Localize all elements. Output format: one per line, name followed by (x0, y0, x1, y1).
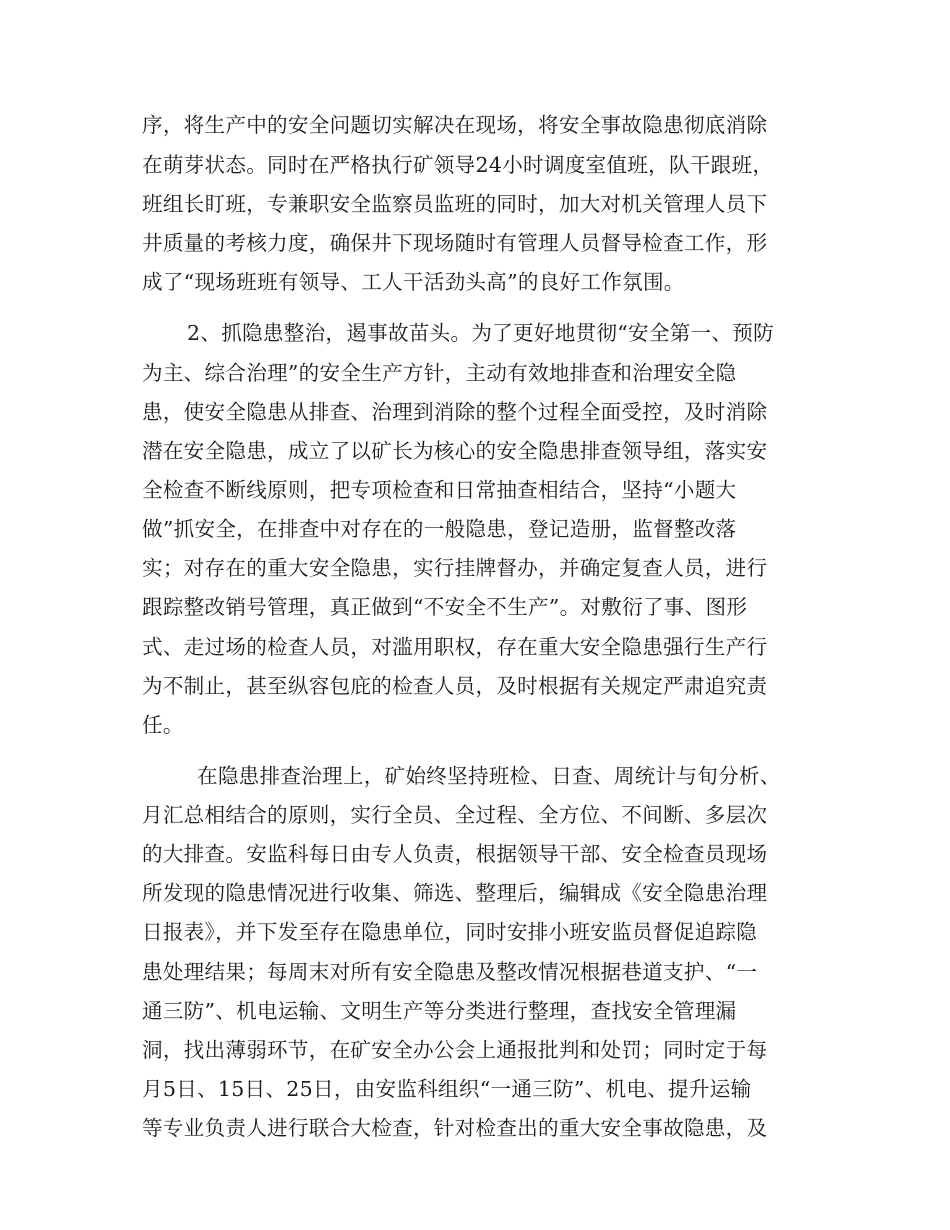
text-line: 成了“现场班班有领导、工人干活劲头高”的良好工作氛围。 (142, 270, 685, 294)
text-line: 的大排查。安监科每日由专人负责，根据领导干部、安全检查员现场 (142, 842, 768, 866)
text-line: 月汇总相结合的原则，实行全员、全过程、全方位、不间断、多层次 (142, 803, 768, 827)
text-line: 为不制止，甚至纵容包庇的检查人员，及时根据有关规定严肃追究责 (142, 674, 768, 698)
text-line: 全检查不断线原则，把专项检查和日常抽查相结合，坚持“小题大 (142, 478, 737, 502)
text-line: 日报表》，并下发至存在隐患单位，同时安排小班安监员督促追踪隐 (142, 920, 758, 944)
text-line: 式、走过场的检查人员，对滥用职权，存在重大安全隐患强行生产行 (142, 635, 768, 659)
text-line: 跟踪整改销号管理，真正做到“不安全不生产”。对敷衍了事、图形 (142, 595, 748, 619)
text-line: 患，使安全隐患从排查、治理到消除的整个过程全面受控，及时消除 (142, 400, 768, 424)
text-line: 为主、综合治理”的安全生产方针，主动有效地排查和治理安全隐 (142, 361, 737, 385)
text-line: 在萌芽状态。同时在严格执行矿领导24小时调度室值班，队干跟班， (142, 153, 774, 177)
text-line: 通三防”、机电运输、文明生产等分类进行整理，查找安全管理漏 (142, 999, 737, 1023)
text-line: 潜在安全隐患，成立了以矿长为核心的安全隐患排查领导组，落实安 (142, 439, 768, 463)
text-line: 月5日、15日、25日，由安监科组织“一通三防”、机电、提升运输 (142, 1077, 752, 1101)
text-line: 做”抓安全，在排查中对存在的一般隐患，登记造册，监督整改落 (142, 517, 737, 541)
text-line: 患处理结果；每周末对所有安全隐患及整改情况根据巷道支护、“一 (142, 960, 758, 984)
text-line: 井质量的考核力度，确保井下现场随时有管理人员督导检查工作，形 (142, 231, 768, 255)
text-line: 实；对存在的重大安全隐患，实行挂牌督办，并确定复查人员，进行 (142, 556, 768, 580)
text-line: 所发现的隐患情况进行收集、筛选、整理后，编辑成《安全隐患治理 (142, 881, 768, 905)
text-line: 2、抓隐患整治，遏事故苗头。为了更好地贯彻“安全第一、预防 (187, 321, 774, 345)
text-line: 任。 (142, 713, 184, 737)
text-line: 在隐患排查治理上，矿始终坚持班检、日查、周统计与旬分析、 (197, 764, 781, 788)
text-line: 班组长盯班，专兼职安全监察员监班的同时，加大对机关管理人员下 (142, 192, 768, 216)
text-line: 等专业负责人进行联合大检查，针对检查出的重大安全事故隐患，及 (142, 1116, 768, 1140)
text-line: 序，将生产中的安全问题切实解决在现场，将安全事故隐患彻底消除 (142, 113, 768, 137)
text-line: 洞，找出薄弱环节，在矿安全办公会上通报批判和处罚；同时定于每 (142, 1038, 768, 1062)
